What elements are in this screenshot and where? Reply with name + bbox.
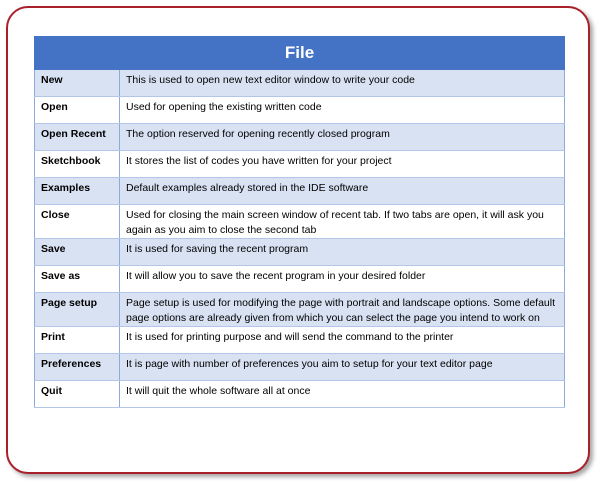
file-menu-table [34, 36, 565, 408]
table-header-row [35, 37, 565, 70]
row-name: Close [35, 205, 120, 239]
row-description: Page setup is used for modifying the page with portrait and landscape options. Some default page options are already given from which you can select the page you intend to work on [120, 293, 565, 327]
row-name: Preferences [35, 354, 120, 381]
row-name: Print [35, 327, 120, 354]
row-description: Used for closing the main screen window of recent tab. If two tabs are open, it will ask you again as you aim to close the second tab [120, 205, 565, 239]
row-name: Quit [35, 381, 120, 408]
row-name: Save [35, 239, 120, 266]
row-description: It is used for saving the recent program [120, 239, 565, 266]
row-description: This is used to open new text editor window to write your code [120, 70, 565, 97]
row-description: It stores the list of codes you have written for your project [120, 151, 565, 178]
table-row [35, 151, 565, 178]
row-description: It is used for printing purpose and will send the command to the printer [120, 327, 565, 354]
row-description: It is page with number of preferences you aim to setup for your text editor page [120, 354, 565, 381]
table-row [35, 239, 565, 266]
row-name: Open Recent [35, 124, 120, 151]
table-row [35, 205, 565, 239]
row-name: Open [35, 97, 120, 124]
table-row [35, 124, 565, 151]
table-row [35, 354, 565, 381]
row-name: Examples [35, 178, 120, 205]
table-row [35, 381, 565, 408]
table-row [35, 178, 565, 205]
row-description: Default examples already stored in the IDE software [120, 178, 565, 205]
table-row [35, 70, 565, 97]
table-row [35, 327, 565, 354]
row-description: Used for opening the existing written code [120, 97, 565, 124]
table-row [35, 266, 565, 293]
table-row [35, 97, 565, 124]
row-description: It will allow you to save the recent program in your desired folder [120, 266, 565, 293]
row-description: It will quit the whole software all at once [120, 381, 565, 408]
row-name: Save as [35, 266, 120, 293]
row-name: Sketchbook [35, 151, 120, 178]
table-title: File [35, 37, 565, 70]
row-description: The option reserved for opening recently closed program [120, 124, 565, 151]
row-name: Page setup [35, 293, 120, 327]
row-name: New [35, 70, 120, 97]
table-row [35, 293, 565, 327]
